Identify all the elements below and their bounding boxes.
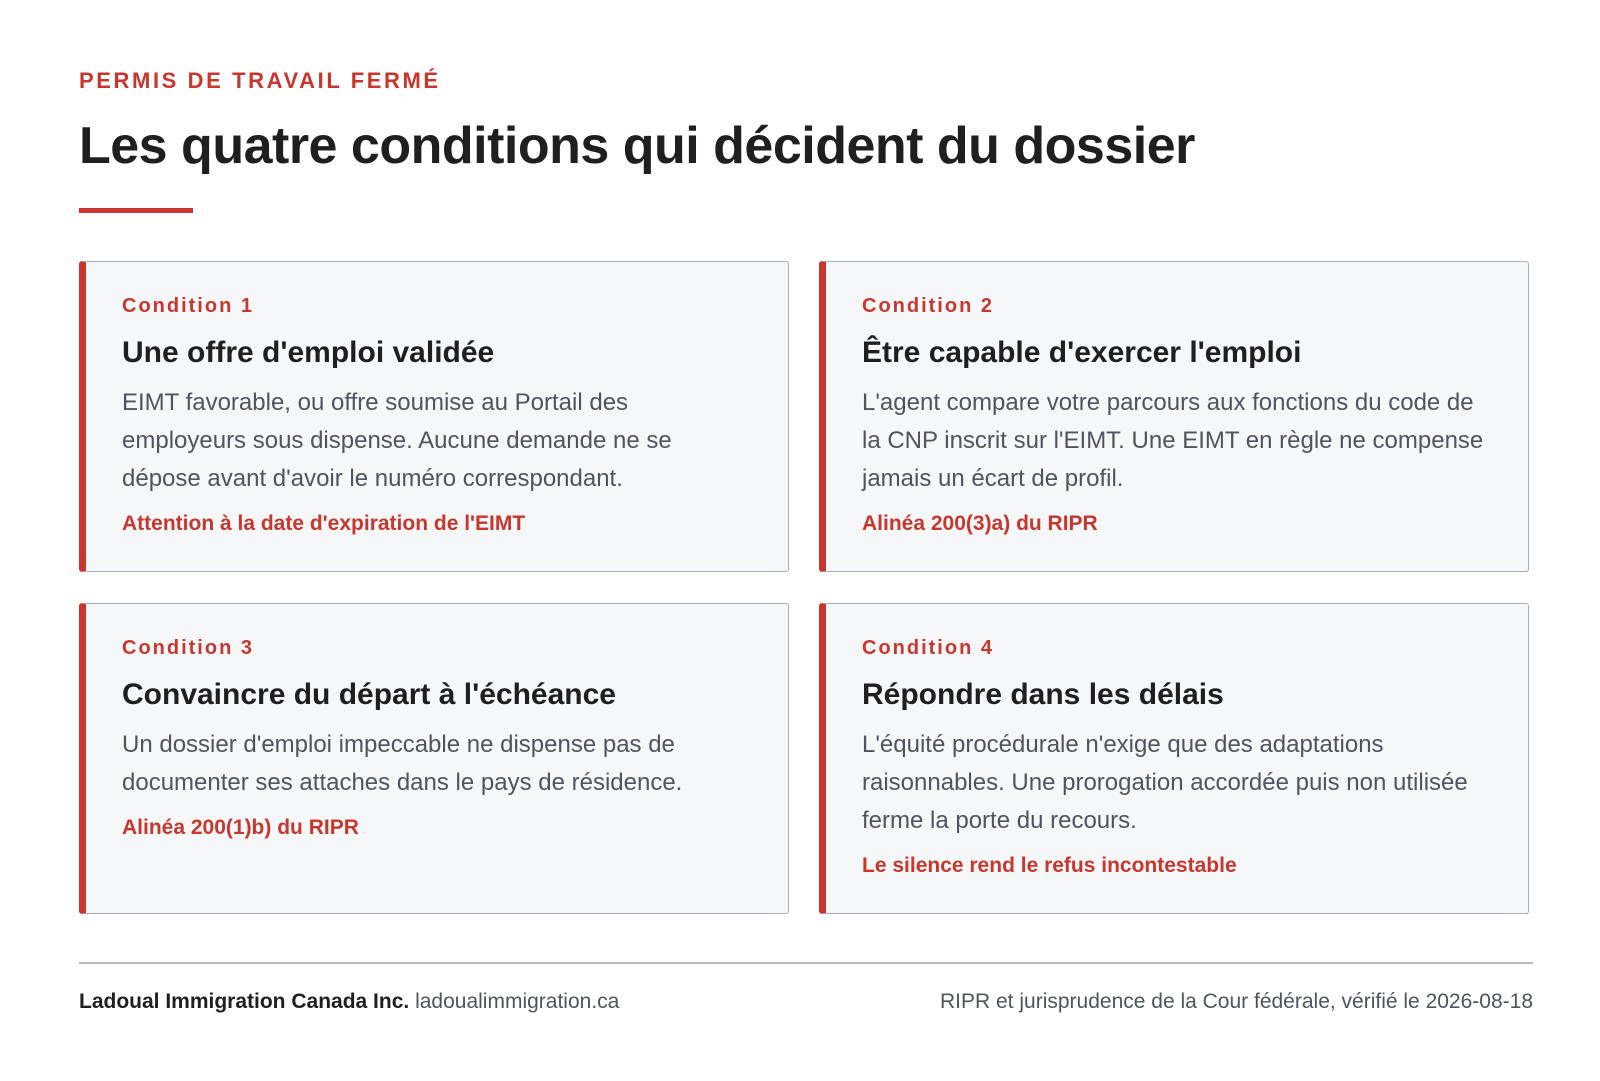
condition-label: Condition 3 <box>122 637 254 659</box>
condition-body: L'équité procédurale n'exige que des adaptations raisonnables. Une prorogation accordée puis non utilisée ferme la porte du recours. <box>862 731 1468 834</box>
condition-note: Alinéa 200(1)b) du RIPR <box>122 816 359 839</box>
title-accent-rule <box>79 208 193 213</box>
condition-title: Convaincre du départ à l'échéance <box>122 678 616 711</box>
condition-note: Le silence rend le refus incontestable <box>862 854 1237 877</box>
condition-label: Condition 1 <box>122 295 254 317</box>
footer-divider <box>79 962 1533 964</box>
footer-org-name: Ladoual Immigration Canada Inc. <box>79 990 410 1013</box>
footer-branding <box>79 990 619 1014</box>
footer-source-note: RIPR et jurisprudence de la Cour fédérale, vérifié le 2026-08-18 <box>940 990 1533 1013</box>
condition-card-3 <box>79 603 789 914</box>
page-title: Les quatre conditions qui décident du dossier <box>79 117 1195 175</box>
condition-card-4 <box>819 603 1529 914</box>
condition-note: Alinéa 200(3)a) du RIPR <box>862 512 1098 535</box>
condition-card-1 <box>79 261 789 572</box>
condition-card-2 <box>819 261 1529 572</box>
condition-body: Un dossier d'emploi impeccable ne dispense pas de documenter ses attaches dans le pays de résidence. <box>122 731 683 796</box>
condition-note: Attention à la date d'expiration de l'EIMT <box>122 512 526 535</box>
condition-body: L'agent compare votre parcours aux fonctions du code de la CNP inscrit sur l'EIMT. Une EIMT en règle ne compense jamais un écart de profil. <box>862 389 1484 492</box>
condition-title: Une offre d'emploi validée <box>122 336 495 369</box>
condition-title: Répondre dans les délais <box>862 678 1224 711</box>
condition-label: Condition 2 <box>862 295 994 317</box>
eyebrow-label: PERMIS DE TRAVAIL FERMÉ <box>79 68 441 93</box>
condition-title: Être capable d'exercer l'emploi <box>862 336 1302 369</box>
footer-website: ladoualimmigration.ca <box>415 990 620 1013</box>
condition-body: EIMT favorable, ou offre soumise au Portail des employeurs sous dispense. Aucune demande ne se dépose avant d'avoir le numéro correspondant. <box>122 389 672 492</box>
condition-label: Condition 4 <box>862 637 994 659</box>
